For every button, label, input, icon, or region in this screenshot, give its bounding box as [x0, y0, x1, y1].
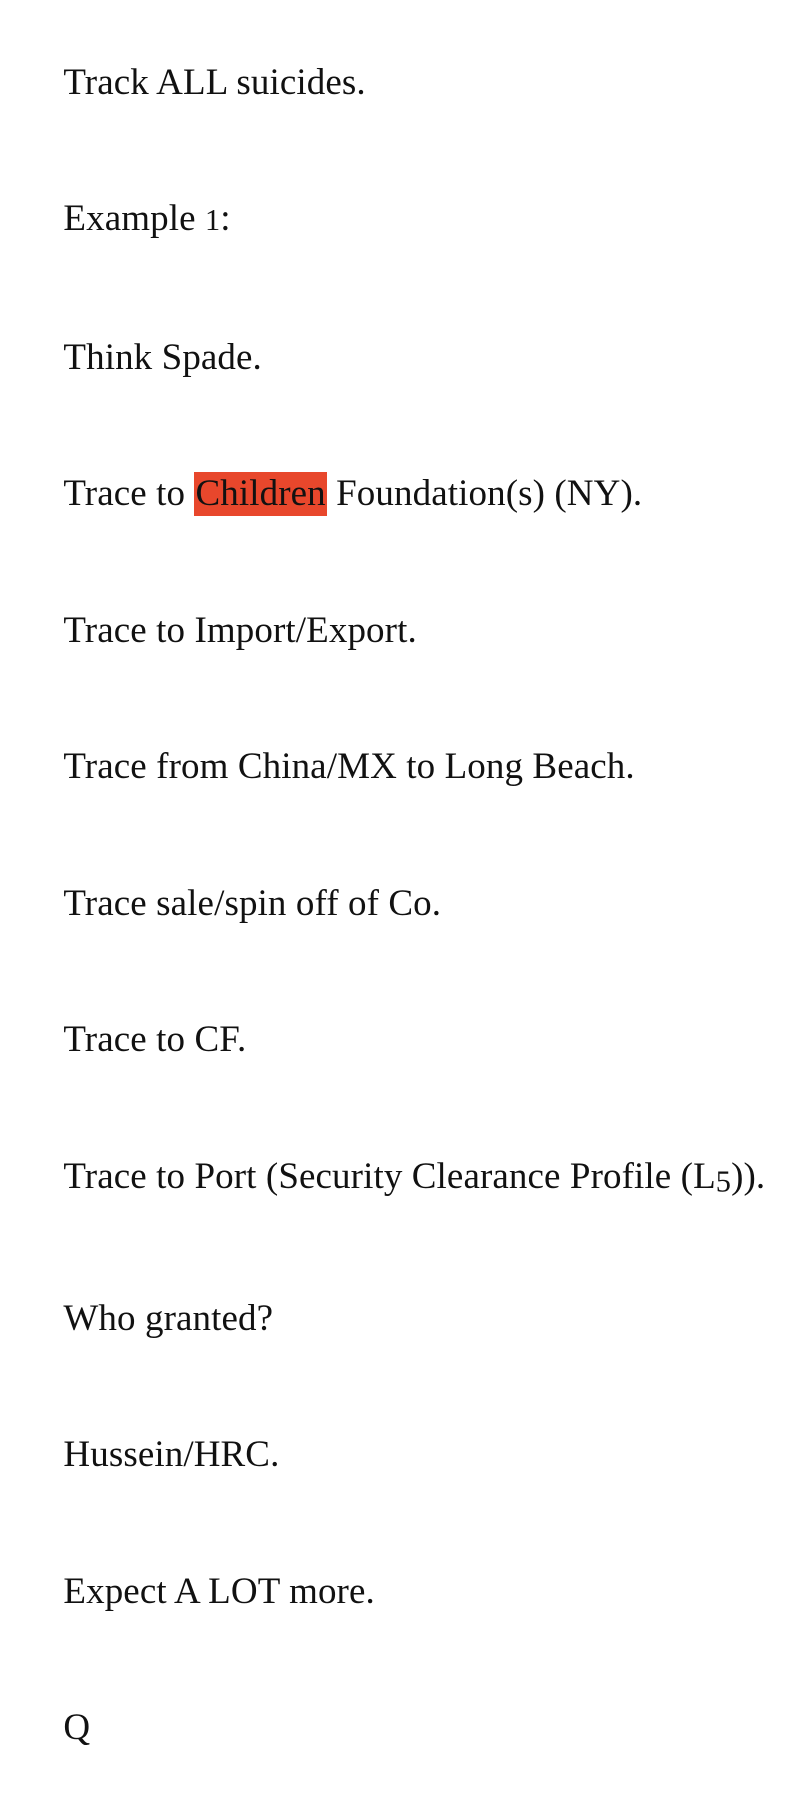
line-text: Hussein/HRC. [63, 1434, 280, 1476]
line-text: Trace from China/MX to Long Beach. [63, 746, 635, 787]
highlighted-term: Children [195, 473, 326, 514]
text-line [26, 1108, 780, 1250]
line-text-prefix: Trace to [63, 473, 195, 514]
text-line [26, 14, 780, 151]
line-text: Trace to Import/Export. [63, 609, 417, 651]
text-line [26, 699, 780, 836]
line-text-prefix: Trace to Port (Security Clearance Profile (L [63, 1155, 716, 1197]
text-line [26, 289, 780, 426]
text-line [26, 1523, 780, 1660]
text-line [26, 1387, 780, 1524]
text-line [26, 562, 780, 699]
line-text: Q [63, 1707, 91, 1749]
text-line [26, 972, 780, 1109]
text-line-highlighted [26, 426, 780, 563]
line-text: Expect A LOT more. [63, 1570, 375, 1612]
line-text-prefix: Example [63, 198, 205, 239]
signature-line [26, 1660, 780, 1796]
line-numeral: 1 [204, 203, 221, 237]
text-line [26, 835, 780, 972]
line-text-suffix: Foundation(s) (NY). [326, 473, 643, 514]
line-text: Think Spade. [63, 336, 262, 378]
line-text: Trace to CF. [63, 1019, 247, 1060]
line-text: Track ALL suicides. [63, 61, 366, 103]
line-text: Trace sale/spin off of Co. [63, 882, 442, 924]
line-text-suffix: : [220, 198, 231, 239]
line-text: Who granted? [63, 1297, 274, 1339]
line-text-suffix: )). [731, 1155, 766, 1197]
line-numeral: 5 [715, 1164, 732, 1199]
text-line [26, 1250, 780, 1387]
text-line [26, 151, 780, 290]
